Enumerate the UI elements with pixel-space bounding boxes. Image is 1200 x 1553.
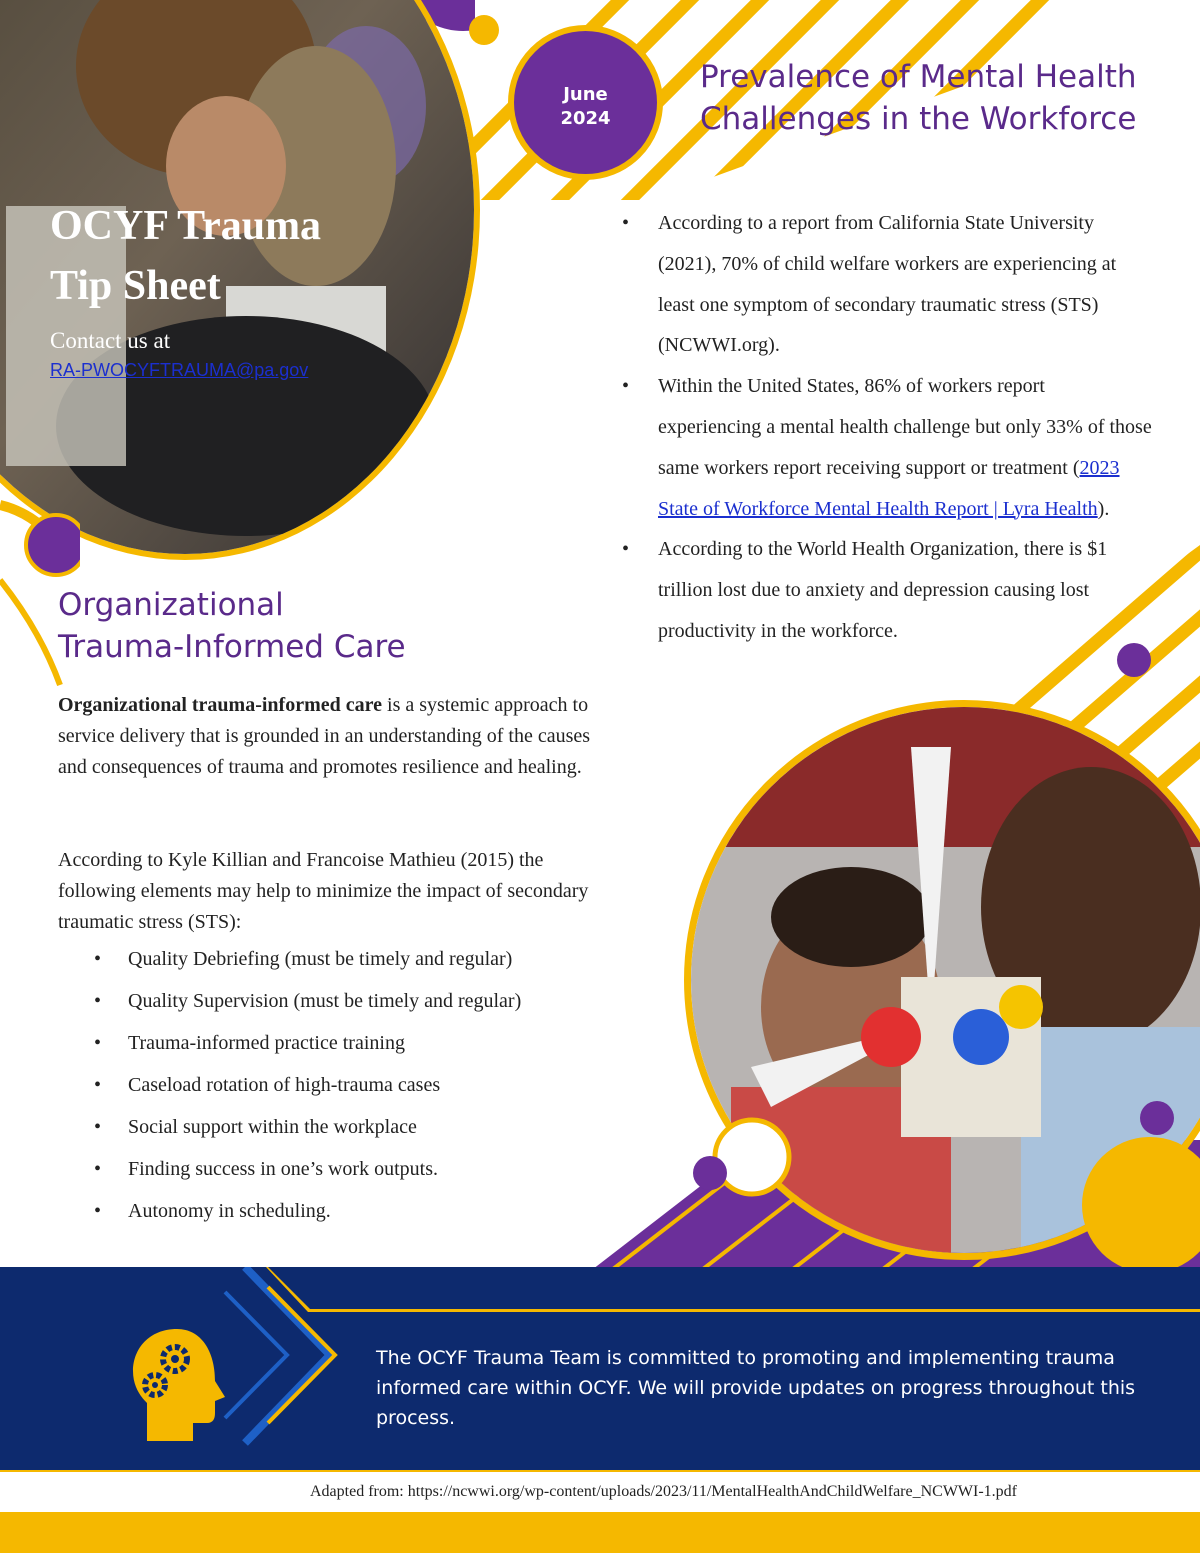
- intro-rest: is a systemic approach to service delivery that is grounded in an understanding of the causes and consequences of trauma and promotes resilience and healing.: [58, 694, 591, 778]
- contact-email-link[interactable]: RA-PWOCYFTRAUMA@pa.gov: [50, 360, 309, 380]
- bullet-text: According to a report from California State University (2021), 70% of child welfare workers are experiencing at least one symptom of secondary traumatic stress (STS) (NCWWI.org).: [658, 212, 1117, 357]
- trauma-care-heading-line-2: Trauma-Informed Care: [58, 629, 406, 665]
- list-item: • Trauma-informed practice training: [94, 1022, 594, 1064]
- footer-commitment-text: The OCYF Trauma Team is committed to promoting and implementing trauma informed care within OCYF. We will provide updates on progress throughout this process.: [376, 1347, 1136, 1429]
- source-citation: Adapted from: https://ncwwi.org/wp-content/uploads/2023/11/MentalHealthAndChildWelfare_NCWWI-1.pdf: [310, 1483, 1018, 1500]
- bottom-gold-bar: [0, 1512, 1200, 1553]
- prevalence-heading-line-2: Challenges in the Workforce: [700, 101, 1137, 137]
- lyra-report-link[interactable]: 2023 State of Workforce Mental Health Report | Lyra Health: [658, 456, 1120, 520]
- bullet-text: According to the World Health Organization, there is $1 trillion lost due to anxiety and depression causing lost productivity in the workforce.: [658, 538, 1108, 642]
- list-item: • Caseload rotation of high-trauma cases: [94, 1064, 594, 1106]
- bullet-text: Within the United States, 86% of workers report experiencing a mental health challenge but only 33% of those same workers report receiving support or treatment (: [658, 375, 1152, 479]
- list-item: • Finding success in one’s work outputs.: [94, 1148, 594, 1190]
- trauma-care-heading-line-1: Organizational: [58, 587, 284, 623]
- list-item: • Social support within the workplace: [94, 1106, 594, 1148]
- according-paragraph: According to Kyle Killian and Francoise Mathieu (2015) the following elements may help to minimize the impact of secondary traumatic stress (STS):: [58, 849, 589, 933]
- date-year: 2024: [560, 108, 611, 129]
- contact-label: Contact us at: [50, 328, 171, 353]
- title-line-1: OCYF Trauma: [50, 203, 322, 249]
- prevalence-heading-line-1: Prevalence of Mental Health: [700, 59, 1137, 95]
- bullet-text-end: ).: [1097, 497, 1110, 520]
- intro-bold: Organizational trauma-informed care: [58, 694, 383, 716]
- list-item: • Autonomy in scheduling.: [94, 1190, 594, 1232]
- head-gears-icon: [127, 1325, 227, 1450]
- title-line-2: Tip Sheet: [50, 263, 221, 309]
- list-item: • Quality Supervision (must be timely and regular): [94, 980, 594, 1022]
- list-item: • Quality Debriefing (must be timely and regular): [94, 938, 594, 980]
- date-month: June: [563, 84, 608, 105]
